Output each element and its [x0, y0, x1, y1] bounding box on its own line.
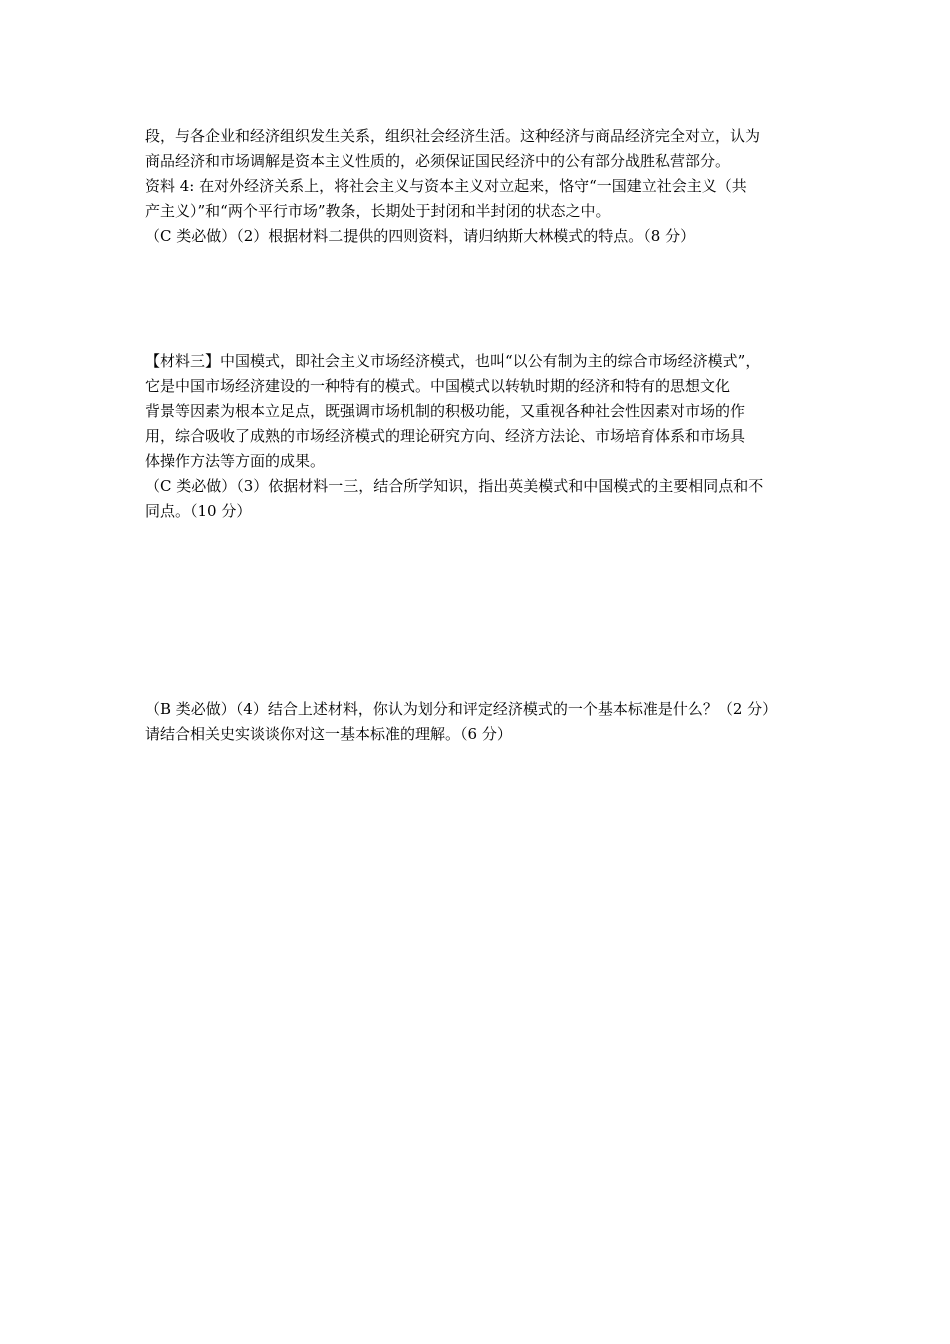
- text-line: 产主义）”和“两个平行市场”教条，长期处于封闭和半封闭的状态之中。: [145, 202, 611, 220]
- question-4-block: [145, 697, 815, 747]
- text-line: 【材料三】中国模式，即社会主义市场经济模式，也叫“以公有制为主的综合市场经济模式”，: [145, 352, 761, 370]
- text-line: 它是中国市场经济建设的一种特有的模式。中国模式以转轨时期的经济和特有的思想文化: [145, 377, 731, 395]
- text-line: 资料 4: 在对外经济关系上，将社会主义与资本主义对立起来，恪守“一国建立社会主义（共: [145, 177, 747, 195]
- material-two-continuation: [145, 124, 815, 249]
- question-3-continued: 同点。（10 分）: [145, 502, 252, 520]
- question-2: （C 类必做）（2）根据材料二提供的四则资料，请归纳斯大林模式的特点。（8 分）: [145, 227, 696, 245]
- question-3: （C 类必做）（3）依据材料一三，结合所学知识，指出英美模式和中国模式的主要相同点和不: [145, 477, 764, 495]
- text-line: 段，与各企业和经济组织发生关系，组织社会经济生活。这种经济与商品经济完全对立，认为: [145, 127, 761, 145]
- text-line: 商品经济和市场调解是资本主义性质的，必须保证国民经济中的公有部分战胜私营部分。: [145, 152, 731, 170]
- text-line: 用，综合吸收了成熟的市场经济模式的理论研究方向、经济方法论、市场培育体系和市场具: [145, 427, 746, 445]
- text-line: 体操作方法等方面的成果。: [145, 452, 326, 470]
- material-three: [145, 349, 815, 524]
- text-line: 背景等因素为根本立足点，既强调市场机制的积极功能，又重视各种社会性因素对市场的作: [145, 402, 746, 420]
- question-4-continued: 请结合相关史实谈谈你对这一基本标准的理解。（6 分）: [145, 725, 512, 743]
- question-4: （B 类必做）（4）结合上述材料，你认为划分和评定经济模式的一个基本标准是什么？（2 分）: [145, 700, 778, 718]
